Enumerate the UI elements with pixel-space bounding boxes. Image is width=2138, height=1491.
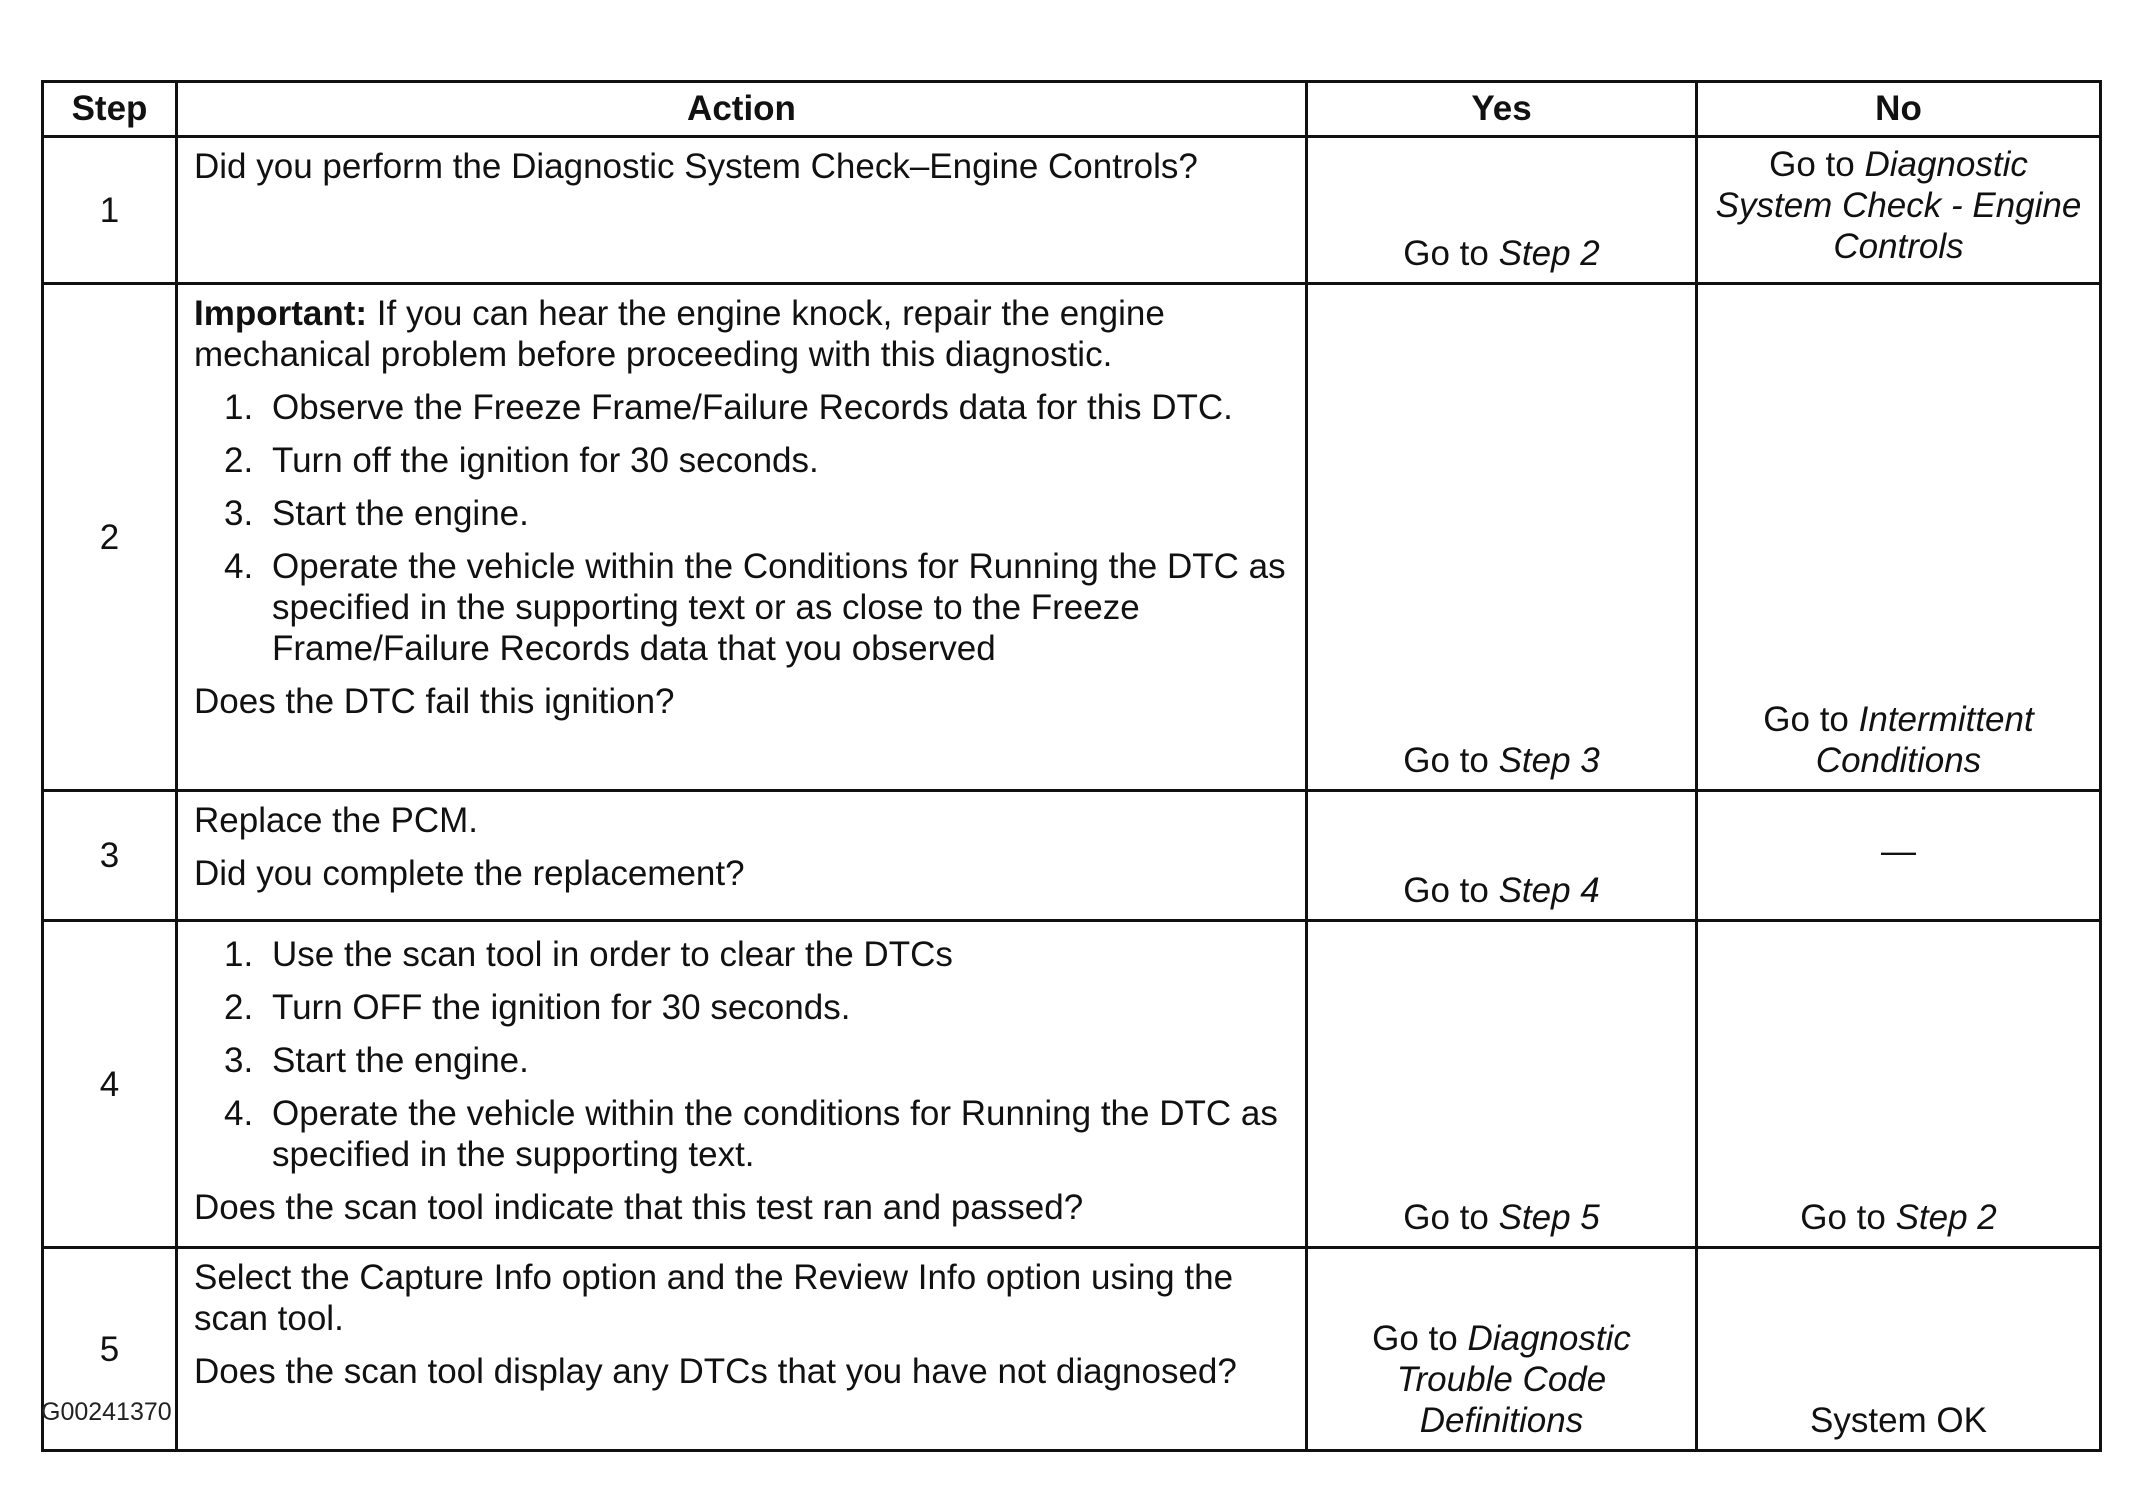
list-item-number: 2.	[224, 988, 254, 1027]
list-item-text: Start the engine.	[272, 1041, 529, 1080]
yes-cell	[1307, 921, 1697, 1248]
list-item	[224, 546, 1287, 669]
action-question: Does the DTC fail this ignition?	[194, 682, 675, 721]
no-result: System OK	[1810, 1401, 1987, 1440]
list-item-text: Operate the vehicle within the conditions for Running the DTC as specified in the supporting text.	[272, 1094, 1278, 1174]
list-item-text: Turn off the ignition for 30 seconds.	[272, 441, 819, 480]
no-prefix: Go to	[1769, 145, 1855, 184]
figure-id: G00241370	[41, 1398, 172, 1426]
action-text: Replace the PCM.	[194, 801, 479, 840]
no-prefix: Go to	[1800, 1198, 1886, 1237]
list-item	[224, 934, 1287, 975]
list-item	[224, 1093, 1287, 1175]
table-row	[43, 284, 2101, 791]
action-cell	[177, 791, 1307, 921]
header-step: Step	[43, 82, 177, 137]
action-question: Does the scan tool indicate that this test ran and passed?	[194, 1188, 1084, 1227]
yes-cell	[1307, 1248, 1697, 1451]
action-question: Does the scan tool display any DTCs that you have not diagnosed?	[194, 1352, 1237, 1391]
header-no: No	[1697, 82, 2101, 137]
list-item-number: 1.	[224, 935, 254, 974]
yes-prefix: Go to	[1403, 1198, 1489, 1237]
no-dash: —	[1881, 832, 1916, 871]
no-cell	[1697, 921, 2101, 1248]
important-note	[194, 293, 1287, 375]
header-yes: Yes	[1307, 82, 1697, 137]
table-row	[43, 1248, 2101, 1451]
list-item	[224, 1040, 1287, 1081]
no-cell	[1697, 1248, 2101, 1451]
list-item	[224, 387, 1287, 428]
no-link[interactable]: Diagnostic System Check - Engine Controls	[1715, 145, 2082, 266]
list-item-number: 4.	[224, 1094, 254, 1133]
no-cell	[1697, 284, 2101, 791]
action-text: Did you perform the Diagnostic System Check–Engine Controls?	[194, 147, 1198, 186]
yes-cell	[1307, 791, 1697, 921]
list-item	[224, 987, 1287, 1028]
header-action: Action	[177, 82, 1307, 137]
list-item-number: 3.	[224, 494, 254, 533]
no-cell	[1697, 137, 2101, 284]
no-cell	[1697, 791, 2101, 921]
important-label: Important:	[194, 294, 368, 333]
action-cell	[177, 921, 1307, 1248]
step-number: 5	[43, 1248, 177, 1451]
header-row	[43, 82, 2101, 137]
step-number: 4	[43, 921, 177, 1248]
yes-prefix: Go to	[1403, 741, 1489, 780]
action-question: Did you complete the replacement?	[194, 854, 745, 893]
list-item	[224, 440, 1287, 481]
yes-cell	[1307, 137, 1697, 284]
list-item-number: 3.	[224, 1041, 254, 1080]
list-item-text: Observe the Freeze Frame/Failure Records data for this DTC.	[272, 388, 1233, 427]
yes-prefix: Go to	[1372, 1319, 1458, 1358]
no-link[interactable]: Intermittent Conditions	[1815, 700, 2034, 780]
yes-prefix: Go to	[1403, 234, 1489, 273]
action-cell	[177, 137, 1307, 284]
action-cell	[177, 284, 1307, 791]
action-cell	[177, 1248, 1307, 1451]
table-row	[43, 921, 2101, 1248]
yes-prefix: Go to	[1403, 871, 1489, 910]
yes-link[interactable]: Step 4	[1498, 871, 1600, 910]
list-item-text: Turn OFF the ignition for 30 seconds.	[272, 988, 851, 1027]
yes-cell	[1307, 284, 1697, 791]
list-item-number: 4.	[224, 547, 254, 586]
list-item-text: Start the engine.	[272, 494, 529, 533]
list-item-text: Operate the vehicle within the Conditions for Running the DTC as specified in the supporting text or as close to the Freeze Frame/Failure Records data that you observed	[272, 547, 1286, 668]
yes-link[interactable]: Step 5	[1498, 1198, 1600, 1237]
procedure-list	[194, 387, 1287, 669]
important-text: If you can hear the engine knock, repair the engine mechanical problem before proceeding with this diagnostic.	[194, 294, 1165, 374]
procedure-list	[194, 934, 1287, 1175]
yes-link[interactable]: Step 3	[1498, 741, 1600, 780]
list-item	[224, 493, 1287, 534]
table-row	[43, 137, 2101, 284]
no-link[interactable]: Step 2	[1895, 1198, 1997, 1237]
list-item-number: 2.	[224, 441, 254, 480]
step-number: 1	[43, 137, 177, 284]
step-number: 3	[43, 791, 177, 921]
list-item-text: Use the scan tool in order to clear the DTCs	[272, 935, 953, 974]
yes-link[interactable]: Step 2	[1498, 234, 1600, 273]
no-prefix: Go to	[1763, 700, 1849, 739]
diagnostic-table	[41, 80, 2102, 1452]
list-item-number: 1.	[224, 388, 254, 427]
step-number: 2	[43, 284, 177, 791]
table-row	[43, 791, 2101, 921]
yes-link[interactable]: Diagnostic Trouble Code Definitions	[1396, 1319, 1631, 1440]
action-text: Select the Capture Info option and the Review Info option using the scan tool.	[194, 1258, 1234, 1338]
